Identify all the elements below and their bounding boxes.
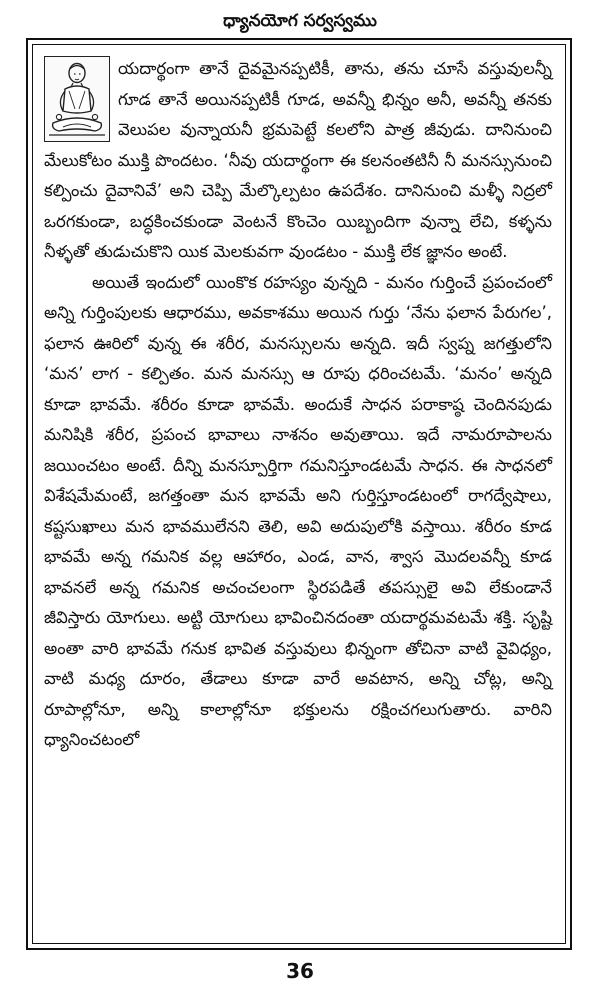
running-header: ధ్యానయోగ సర్వస్వము (223, 11, 377, 31)
page-number: 36 (286, 959, 314, 983)
body-text (44, 54, 552, 756)
paragraph-1: యదార్థంగా తానే దైవమైనప్పటికీ, తాను, తను చూసే వస్తువులన్నీ గూడ తానే అయినప్పటికీ గూడ, అవన్నీ భిన్నం అనీ, అవన్నీ తనకు వెలుపల వున్నాయనీ భ్రమపెట్టే కలలోని పాత్ర జీవుడు. దానినుంచి మేలుకోటం ముక్తి పొందటం. ‘నీవు యదార్థంగా ఈ కలనంతటినీ నీ మనస్సునుంచి కల్పించు దైవానివే’ అని చెప్పి మేల్కొల్పటం ఉపదేశం. దానినుంచి మళ్ళీ నిద్రలో ఒరగకుండా, బద్ధకించకుండా వెంటనే కొంచెం యిబ్బందిగా వున్నా లేచి, కళ్ళను నీళ్ళతో తుడుచుకొని యిక మెలకువగా వుండటం - ముక్తి లేక జ్ఞానం అంటే. (44, 59, 552, 261)
meditating-sage-illustration (44, 56, 110, 142)
paragraph-2: అయితే ఇందులో యింకొక రహస్యం వున్నది - మనం గుర్తించే ప్రపంచంలో అన్ని గుర్తింపులకు ఆధారము, అవకాశము అయిన గుర్తు ‘నేను ఫలాన పేరుగల’, ఫలాన ఊరిలో వున్న ఈ శరీర, మనస్సులను అన్నది. ఇదీ స్వప్న జగత్తులోని ‘మన’ లాగ - కల్పితం. మన మనస్సు ఆ రూపు ధరించటమే. ‘మనం’ అన్నది కూడా భావమే. శరీరం కూడా భావమే. అందుకే సాధన పరాకాష్ఠ చెందినపుడు మనిషికి శరీర, ప్రపంచ భావాలు నాశనం అవుతాయి. ఇదే నామరూపాలను జయించటం అంటే. దీన్ని మనస్పూర్తిగా గమనిస్తూండటమే సాధన. ఈ సాధనలో విశేషమేమంటే, జగత్తంతా మన భావమే అని గుర్తిస్తూండటంలో రాగద్వేషాలు, కష్టసుఖాలు మన భావములేనని తెలి, అవి అదుపులోకి వస్తాయి. శరీరం కూడ భావమే అన్న గమనిక వల్ల ఆహారం, ఎండ, వాన, శ్వాస మొదలవన్నీ కూడ భావనలే అన్న గమనిక అచంచలంగా స్థిరపడితే తపస్సులై అవి లేకుండానే జీవిస్తారు యోగులు. అట్టి యోగులు భావించినదంతా యదార్థమవటమే శక్తి. సృష్టి అంతా వారి భావమే గనుక భావిత వస్తువులు భిన్నంగా తోచినా వాటి వైవిధ్యం, వాటి మధ్య దూరం, తేడాలు కూడా వారే అవటాన, అన్ని చోట్ల, అన్ని రూపాల్లోనూ, అన్ని కాలాల్లోనూ భక్తులను రక్షించగలుగుతారు. వారిని ధ్యానించటంలో (44, 272, 552, 749)
